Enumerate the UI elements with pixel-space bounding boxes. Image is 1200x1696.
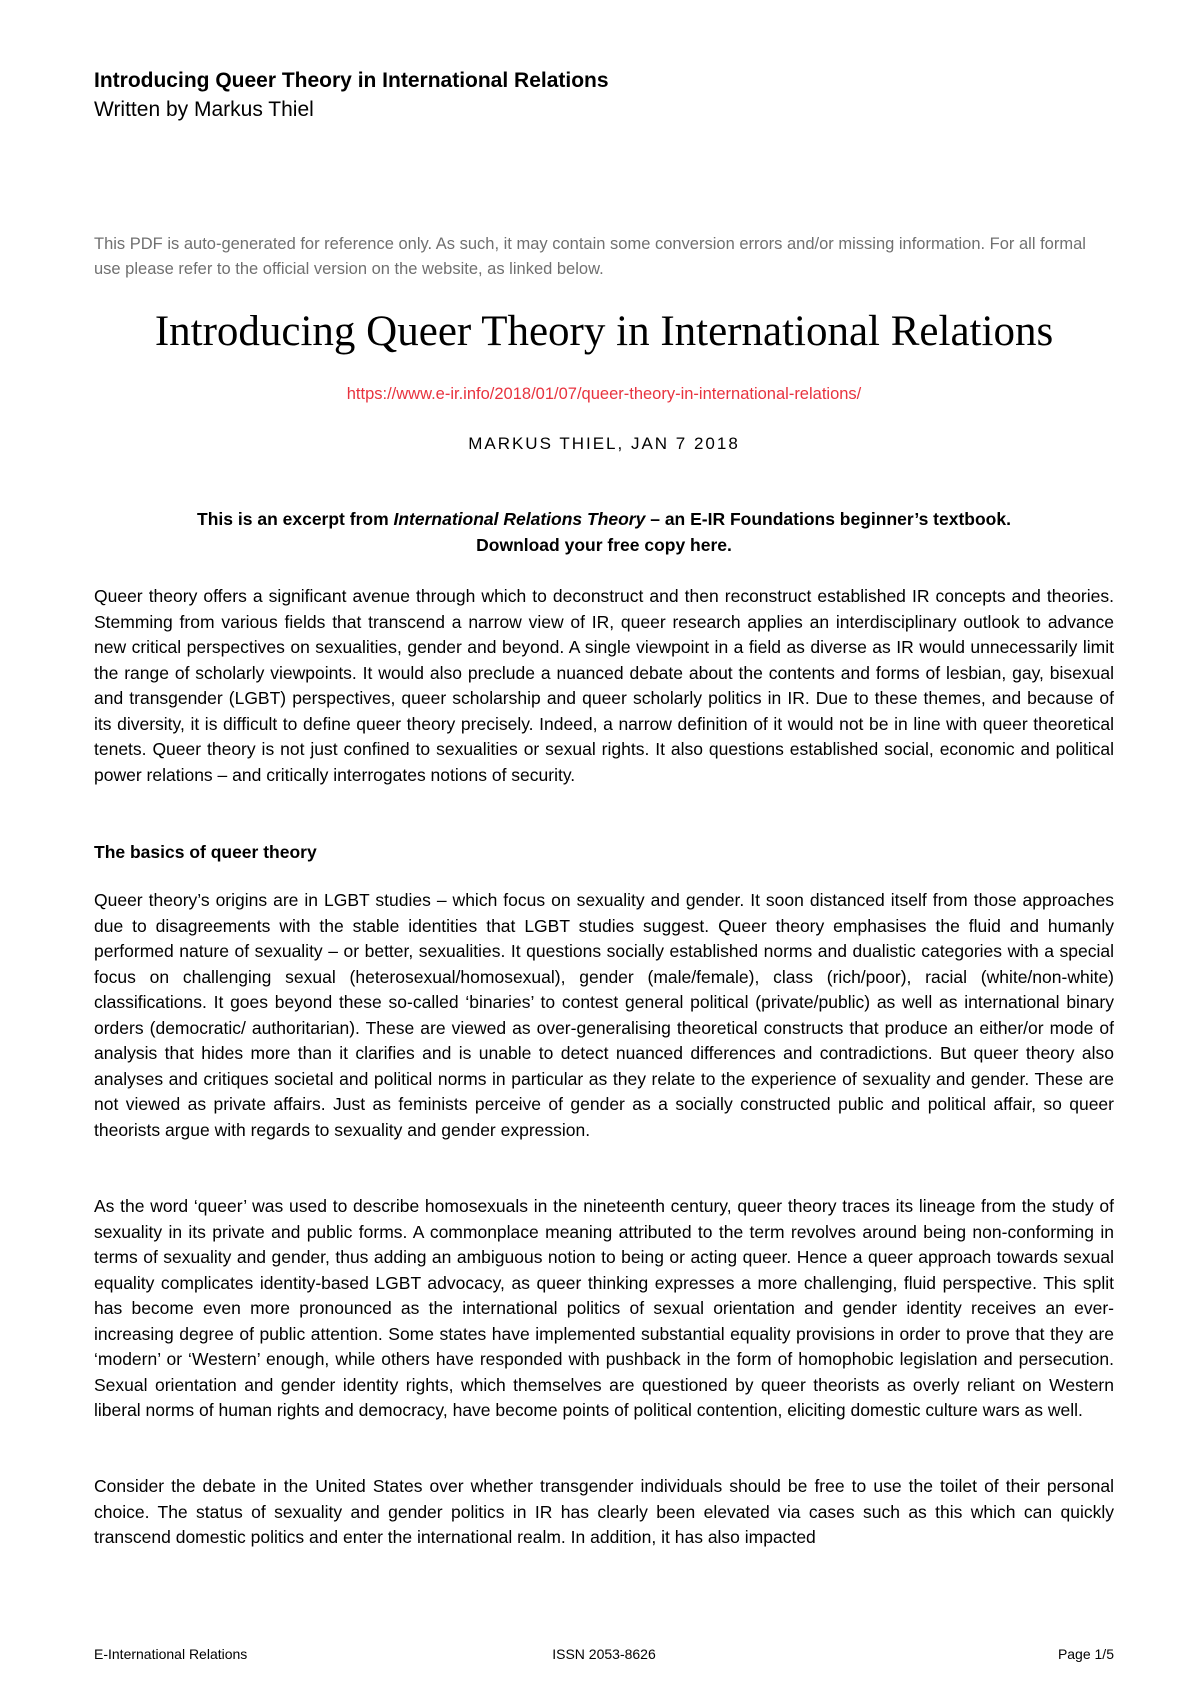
disclaimer-text: This PDF is auto-generated for reference only. As such, it may contain some conversion errors and/or missing information. For all formal use please refer to the official version on the website, as linked below.: [94, 235, 1086, 278]
download-link[interactable]: Download your free copy here.: [476, 535, 732, 555]
body-paragraph: Consider the debate in the United States over whether transgender individuals should be free to use the toilet of their personal choice. The status of sexuality and gender politics in IR has clearly been elevated via cases such as this which can quickly transcend domestic politics and enter the international realm. In addition, it has also impacted: [94, 1476, 1114, 1547]
excerpt-suffix: – an E-IR Foundations beginner’s textbook.: [645, 509, 1011, 529]
body-paragraph: Queer theory offers a significant avenue through which to deconstruct and then reconstruct established IR concepts and theories. Stemming from various fields that transcend a narrow view of IR, queer research applies an interdisciplinary outlook to advance new critical perspectives on sexualities, gender and beyond. A single viewpoint in a field as diverse as IR would unnecessarily limit the range of scholarly viewpoints. It would also preclude a nuanced debate about the contents and forms of lesbian, gay, bisexual and transgender (LGBT) perspectives, queer scholarship and queer scholarly politics in IR. Due to these themes, and because of its diversity, it is difficult to define queer theory precisely. Indeed, a narrow definition of it would not be in line with queer theoretical tenets. Queer theory is not just confined to sexualities or sexual rights. It also questions established social, economic and political power relations – and critically interrogates notions of security.: [94, 586, 1114, 785]
section-heading: The basics of queer theory: [94, 842, 317, 862]
header-title: Introducing Queer Theory in International Relations: [94, 69, 609, 92]
article-byline: MARKUS THIEL, JAN 7 2018: [468, 434, 740, 453]
footer-page-number: Page 1/5: [1057, 1646, 1114, 1662]
excerpt-prefix: This is an excerpt from: [197, 509, 394, 529]
body-paragraph: As the word ‘queer’ was used to describe homosexuals in the nineteenth century, queer theory traces its lineage from the study of sexuality in its private and public forms. A commonplace meaning attributed to the term revolves around being non-conforming in terms of sexuality and gender, thus adding an ambiguous notion to being or acting queer. Hence a queer approach towards sexual equality complicates identity-based LGBT advocacy, as queer thinking expresses a more challenging, fluid perspective. This split has become even more pronounced as the international politics of sexual orientation and gender identity receives an ever-increasing degree of public attention. Some states have implemented substantial equality provisions in order to prove that they are ‘modern’ or ‘Western’ enough, while others have responded with pushback in the form of homophobic legislation and persecution. Sexual orientation and gender identity rights, which themselves are questioned by queer theorists as overly reliant on Western liberal norms of human rights and democracy, have become points of political contention, eliciting domestic culture wars as well.: [94, 1196, 1114, 1420]
page-footer: [94, 1642, 1114, 1666]
footer-publisher: E-International Relations: [94, 1646, 248, 1662]
article-url-link[interactable]: https://www.e-ir.info/2018/01/07/queer-theory-in-international-relations/: [346, 385, 862, 403]
header-author: Written by Markus Thiel: [94, 98, 314, 121]
body-paragraph: Queer theory’s origins are in LGBT studies – which focus on sexuality and gender. It soon distanced itself from those approaches due to disagreements with the stable identities that LGBT studies suggest. Queer theory emphasises the fluid and humanly performed nature of sexuality – or better, sexualities. It questions socially established norms and dualistic categories with a special focus on challenging sexual (heterosexual/homosexual), gender (male/female), class (rich/poor), racial (white/non-white) classifications. It goes beyond these so-called ‘binaries’ to contest general political (private/public) as well as international binary orders (democratic/ authoritarian). These are viewed as over-generalising theoretical constructs that produce an either/or mode of analysis that hides more than it clarifies and is unable to detect nuanced differences and contradictions. But queer theory also analyses and critiques societal and political norms in particular as they relate to the experience of sexuality and gender. These are not viewed as private affairs. Just as feminists perceive of gender as a socially constructed public and political affair, so queer theorists argue with regards to sexuality and gender expression.: [94, 890, 1114, 1140]
page-header: [94, 66, 1114, 124]
footer-issn: ISSN 2053-8626: [552, 1646, 656, 1662]
article-title: Introducing Queer Theory in International Relations: [154, 308, 1054, 355]
excerpt-note: [94, 506, 1114, 558]
excerpt-book-title: International Relations Theory: [393, 509, 646, 529]
